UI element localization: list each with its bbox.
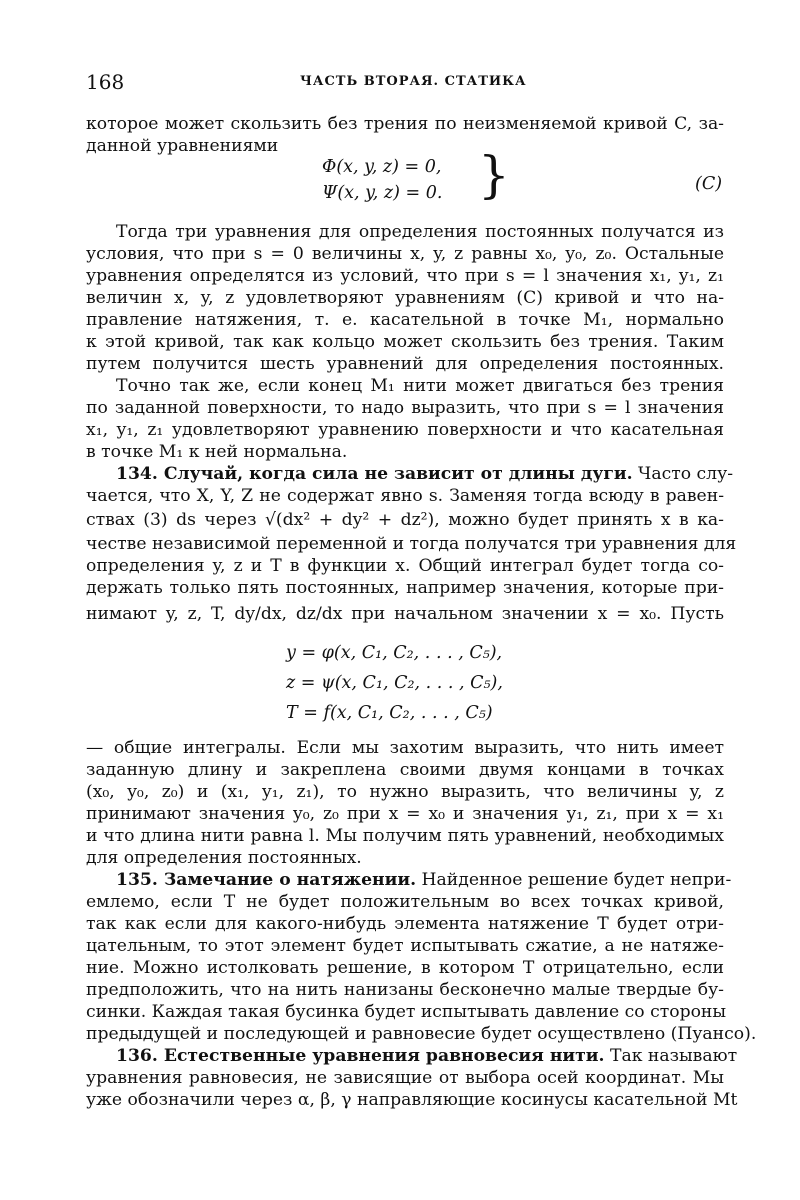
text-line: правление натяжения, т. е. касательной в точке M₁, нормально [86, 310, 724, 330]
text-line: честве независимой переменной и тогда получатся три уравнения для [86, 534, 737, 554]
page-number: 168 [86, 70, 125, 94]
text-line: по заданной поверхности, то надо выразить, что при s = l значения [86, 398, 724, 418]
text-line: Тогда три уравнения для определения постоянных получатся из [116, 222, 724, 242]
text-line: для определения постоянных. [86, 848, 362, 868]
text-line: уравнения определятся из условий, что при s = l значения x₁, y₁, z₁ [86, 266, 724, 286]
text-run: Найденное решение будет непри- [416, 870, 732, 890]
text-line: предположить, что на нить нанизаны бесконечно малые твердые бу- [86, 980, 724, 1000]
text-line: так как если для какого-нибудь элемента натяжение T будет отри- [86, 914, 724, 934]
text-line: ние. Можно истолковать решение, в котором T отрицательно, если [86, 958, 724, 978]
text-line: синки. Каждая такая бусинка будет испытывать давление со стороны [86, 1002, 727, 1022]
right-brace: } [478, 146, 510, 204]
text-line: ствах (3) ds через √(dx² + dy² + dz²), можно будет принять x в ка- [86, 510, 724, 530]
text-line: (x₀, y₀, z₀) и (x₁, y₁, z₁), то нужно выразить, что величины y, z [86, 782, 724, 802]
text-line: и что длина нити равна l. Мы получим пять уравнений, необходимых [86, 826, 724, 846]
text-line: принимают значения y₀, z₀ при x = x₀ и значения y₁, z₁, при x = x₁ [86, 804, 724, 824]
text-line: уже обозначили через α, β, γ направляющие косинусы касательной Mt [86, 1090, 738, 1110]
text-line: держать только пять постоянных, например значения, которые при- [86, 578, 724, 598]
text-line: к этой кривой, так как кольцо может скользить без трения. Таким [86, 332, 724, 352]
section-134-first-line [116, 463, 733, 485]
text-line: — общие интегралы. Если мы захотим выразить, что нить имеет [86, 738, 724, 758]
text-line: данной уравнениями [86, 136, 279, 156]
text-line: которое может скользить без трения по неизменяемой кривой C, за- [86, 114, 724, 134]
text-line: заданную длину и закреплена своими двумя концами в точках [86, 760, 724, 780]
text-line: емлемо, если T не будет положительным во всех точках кривой, [86, 892, 724, 912]
text-line: чается, что X, Y, Z не содержат явно s. Заменяя тогда всюду в равен- [86, 486, 724, 506]
section-134-heading: 134. Случай, когда сила не зависит от длины дуги. [116, 464, 633, 484]
text-line: в точке M₁ к ней нормальна. [86, 442, 348, 462]
section-136-heading: 136. Естественные уравнения равновесия нити. [116, 1046, 605, 1066]
text-line: цательным, то этот элемент будет испытывать сжатие, а не натяже- [86, 936, 724, 956]
text-line: определения y, z и T в функции x. Общий интеграл будет тогда со- [86, 556, 724, 576]
text-line: величин x, y, z удовлетворяют уравнениям (C) кривой и что на- [86, 288, 724, 308]
equation-z: z = ψ(x, C₁, C₂, . . . , C₅), [286, 673, 503, 693]
text-run: Часто слу- [632, 464, 733, 484]
text-line: условия, что при s = 0 величины x, y, z равны x₀, y₀, z₀. Остальные [86, 244, 724, 264]
equation-y: y = φ(x, C₁, C₂, . . . , C₅), [286, 643, 503, 663]
text-line: нимают y, z, T, dy/dx, dz/dx при начальном значении x = x₀. Пусть [86, 604, 724, 624]
text-line: предыдущей и последующей и равновесие будет осуществлено (Пуансо). [86, 1024, 757, 1044]
text-run: Так называют [604, 1046, 738, 1066]
text-line: x₁, y₁, z₁ удовлетворяют уравнению поверхности и что касательная [86, 420, 724, 440]
section-135-heading: 135. Замечание о натяжении. [116, 870, 417, 890]
running-head: ЧАСТЬ ВТОРАЯ. СТАТИКА [300, 74, 527, 89]
equation-label: (C) [695, 174, 723, 194]
equation-t: T = f(x, C₁, C₂, . . . , C₅) [286, 703, 493, 723]
equation-phi: Φ(x, y, z) = 0, [322, 157, 442, 177]
text-line: уравнения равновесия, не зависящие от выбора осей координат. Мы [86, 1068, 724, 1088]
text-line: путем получится шесть уравнений для определения постоянных. [86, 354, 724, 374]
text-line: Точно так же, если конец M₁ нити может двигаться без трения [116, 376, 724, 396]
section-135-first-line [116, 869, 731, 891]
section-136-first-line [116, 1045, 737, 1067]
equation-psi: Ψ(x, y, z) = 0. [322, 183, 443, 203]
